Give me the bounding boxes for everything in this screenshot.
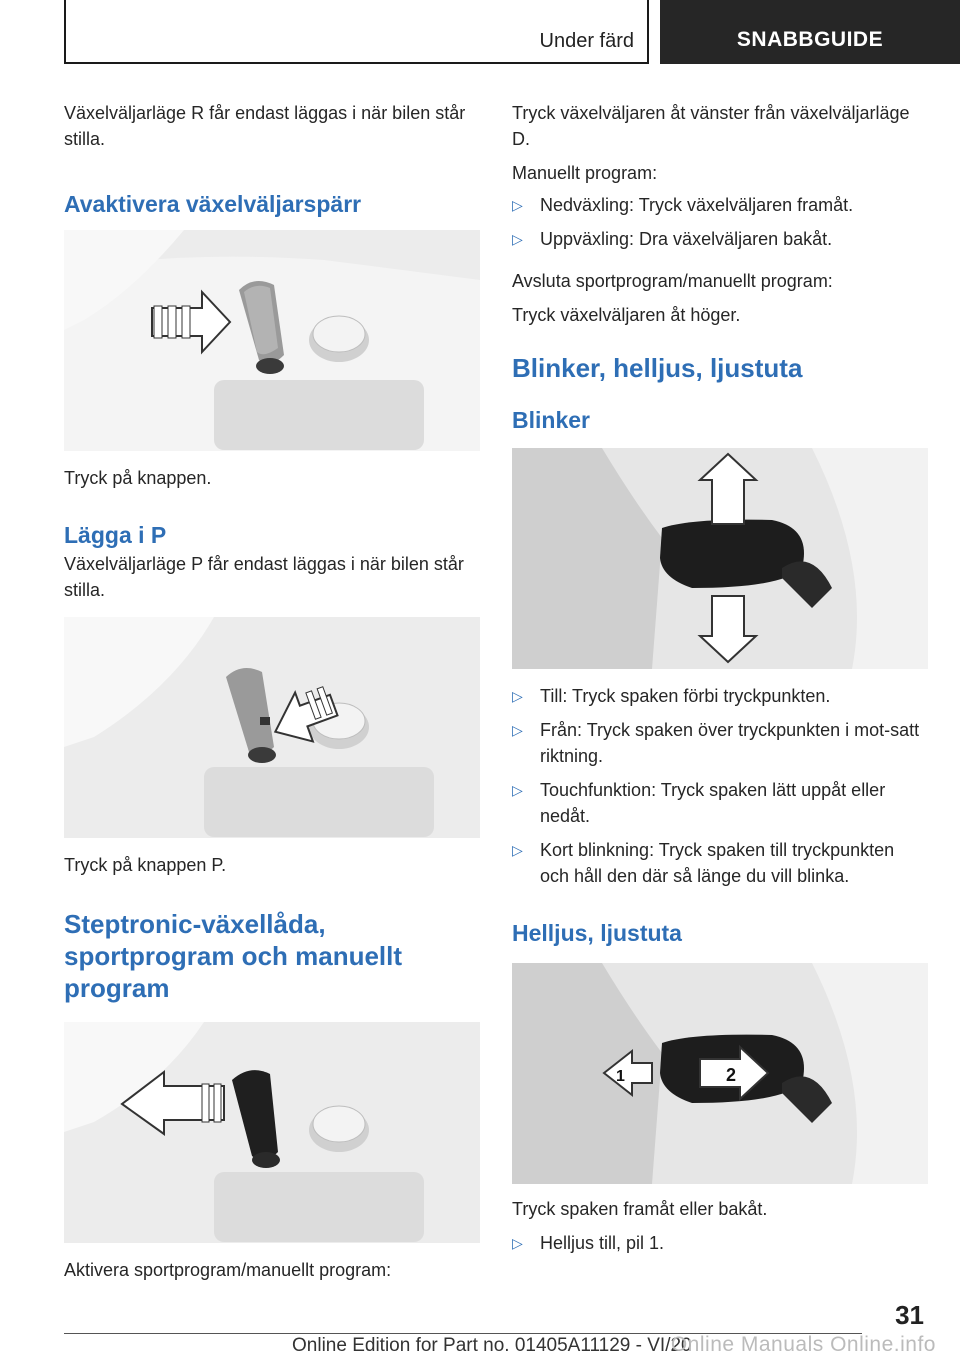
bullet-triangle-icon: ▷: [512, 1235, 523, 1251]
paragraph-r-gear: Växelväljarläge R får endast läggas i när bilen står stilla.: [64, 103, 466, 149]
chapter-tab-label: SNABBGUIDE: [736, 28, 884, 51]
left-column: [64, 100, 480, 1283]
image-gear-selector-park: [64, 617, 480, 838]
image-stalk-headlight: [512, 963, 928, 1184]
bullet-triangle-icon: ▷: [512, 688, 523, 704]
list-item: ▷ Nedväxling: Tryck växelväljaren framåt.: [512, 192, 928, 218]
list-item: ▷ Från: Tryck spaken över tryckpunkten i mot-satt riktning.: [512, 717, 928, 769]
header-rule-bottom: [64, 62, 648, 64]
watermark-site: Online Manuals Online.info: [670, 1333, 936, 1356]
list-blinker: [512, 683, 928, 889]
heading-steptronic: Steptronic-växellåda, sportprogram och manuellt program: [64, 909, 403, 1003]
paragraph-push-left: Tryck växelväljaren åt vänster från växelväljarläge D.: [512, 103, 910, 149]
heading-blinker: Blinker: [512, 407, 590, 433]
section-title: Under färd: [539, 30, 634, 52]
heading-blinker-main: Blinker, helljus, ljustuta: [512, 353, 803, 383]
caption-push-pull: Tryck spaken framåt eller bakåt.: [512, 1199, 768, 1219]
bullet-triangle-icon: ▷: [512, 231, 523, 247]
heading-helljus: Helljus, ljustuta: [512, 920, 682, 946]
chapter-tab[interactable]: [660, 0, 960, 64]
heading-engage-park: Lägga i P: [64, 522, 167, 548]
bullet-triangle-icon: ▷: [512, 842, 523, 858]
image-stalk-blinker: [512, 448, 928, 669]
paragraph-manual-program: Manuellt program:: [512, 163, 658, 183]
arrow-label-2: 2: [726, 1065, 737, 1085]
arrow-label-1: 1: [616, 1068, 625, 1085]
image-gear-selector-unlock: [64, 230, 480, 451]
list-manual: [512, 192, 928, 252]
footer-edition: Online Edition for Part no. 01405A11129 - VI/20: [292, 1335, 692, 1356]
list-item: ▷ Helljus till, pil 1.: [512, 1230, 928, 1256]
header-rule-left: [64, 0, 66, 64]
image-gear-selector-sport: [64, 1022, 480, 1243]
paragraph-exit-sport: Avsluta sportprogram/manuellt program:: [512, 271, 833, 291]
list-item: ▷ Kort blinkning: Tryck spaken till tryckpunkten och håll den där så länge du vill blinka.: [512, 837, 928, 889]
bullet-triangle-icon: ▷: [512, 197, 523, 213]
list-item: ▷ Till: Tryck spaken förbi tryckpunkten.: [512, 683, 928, 709]
page-number: 31: [895, 1300, 924, 1330]
bullet-triangle-icon: ▷: [512, 722, 523, 738]
heading-unlock-selector: Avaktivera växelväljarspärr: [64, 191, 362, 217]
paragraph-push-right: Tryck växelväljaren åt höger.: [512, 305, 741, 325]
list-item: ▷ Uppväxling: Dra växelväljaren bakåt.: [512, 226, 928, 252]
header-rule-right: [647, 0, 649, 64]
bullet-triangle-icon: ▷: [512, 782, 523, 798]
caption-press-p: Tryck på knappen P.: [64, 855, 227, 875]
caption-press-button: Tryck på knappen.: [64, 468, 212, 488]
list-item: ▷ Touchfunktion: Tryck spaken lätt uppåt eller nedåt.: [512, 777, 928, 829]
list-helljus: [512, 1230, 928, 1256]
right-column: [512, 100, 928, 1264]
paragraph-p-gear: Växelväljarläge P får endast läggas i när bilen står stilla.: [64, 554, 464, 600]
caption-activate-sport: Aktivera sportprogram/manuellt program:: [64, 1260, 392, 1280]
